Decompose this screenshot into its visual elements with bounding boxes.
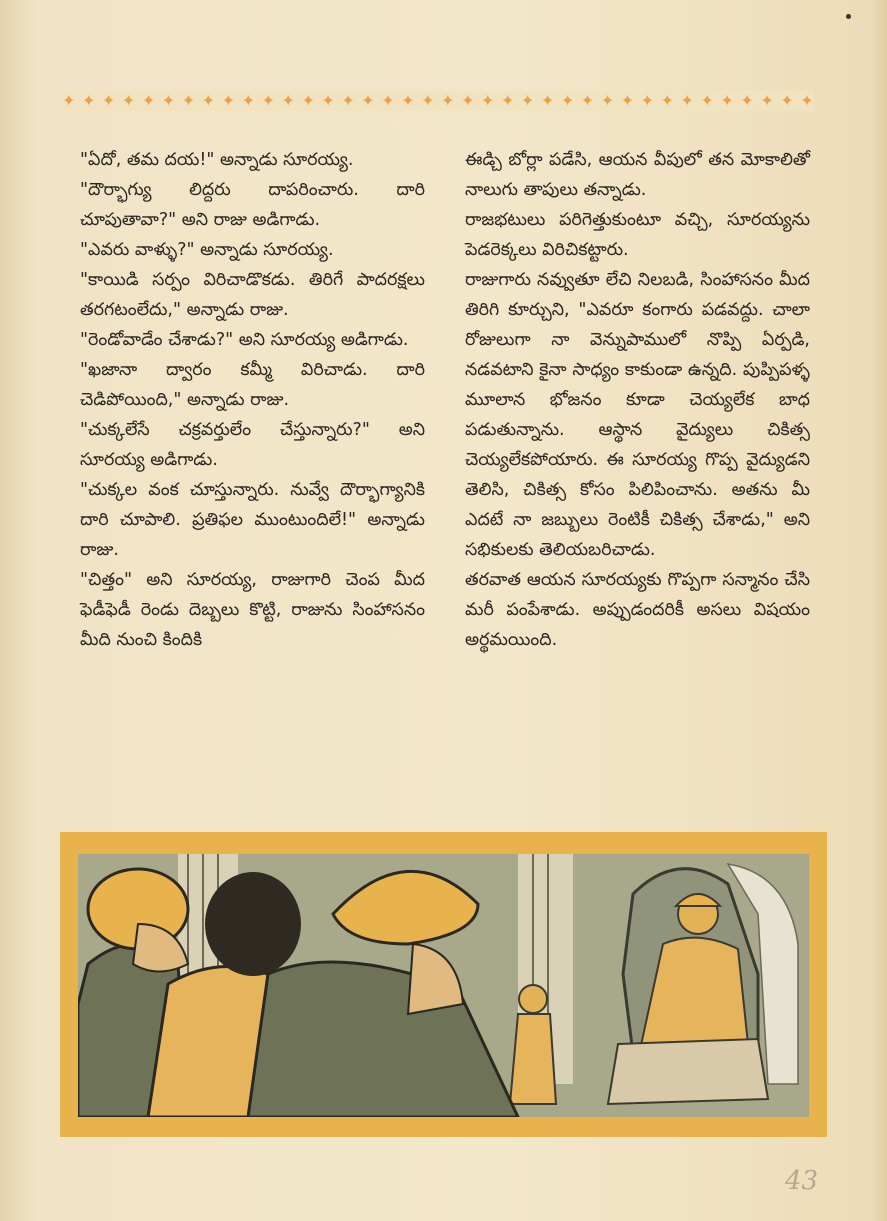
ornament-icon: ✦ (62, 91, 76, 110)
paragraph: "చుక్కల వంక చూస్తున్నారు. నువ్వే దౌర్భాగ్యానికి దారి చూపాలి. ప్రతిఫల ముంటుందిలే!" అన్నాడు రాజు. (80, 480, 425, 560)
paragraph: "దౌర్భాగ్యు లిద్దరు దాపరించారు. దారి చూపుతావా?" అని రాజు అడిగాడు. (80, 180, 425, 230)
paragraph: "చుక్కలేసే చక్రవర్తులేం చేస్తున్నారు?" అని సూరయ్య అడిగాడు. (80, 420, 425, 470)
story-column-right (465, 145, 810, 655)
paragraph: రాజుగారు నవ్వుతూ లేచి నిలబడి, సింహాసనం మీద తిరిగి కూర్చుని, "ఎవరూ కంగారు పడవద్దు. చాలా రోజులుగా నా వెన్నుపాములో నొప్పి ఏర్పడి, నడవటాని కైనా సాధ్యం కాకుండా ఉన్నది. పుప్పిపళ్ళ మూలాన భోజనం కూడా చెయ్యలేక బాధ పడుతున్నాను. ఆస్థాన వైద్యులు చికిత్స చెయ్యలేకపోయారు. ఈ సూరయ్య గొప్ప వైద్యుడని తెలిసి, చికిత్స కోసం పిలిపించాను. అతను మీ ఎదటే నా జబ్బులు రెంటికీ చికిత్స చేశాడు," అని సభికులకు తెలియబరిచాడు. (465, 270, 810, 560)
paragraph: "రెండోవాడేం చేశాడు?" అని సూరయ్య అడిగాడు. (80, 330, 409, 350)
paragraph: "చిత్తం" అని సూరయ్య, రాజుగారి చెంప మీద ఫెడీఫెడీ రెండు దెబ్బలు కొట్టి, రాజును సింహాసనం మీది నుంచి కిందికి (80, 570, 425, 650)
paragraph: "ఖజానా ద్వారం కమ్మీ విరిచాడు. దారి చెడిపోయింది," అన్నాడు రాజు. (80, 360, 425, 410)
paragraph: రాజభటులు పరిగెత్తుకుంటూ వచ్చి, సూరయ్యను పెడరెక్కలు విరిచికట్టారు. (465, 210, 810, 260)
paragraph: "ఎవరు వాళ్ళు?" అన్నాడు సూరయ్య. (80, 240, 334, 260)
story-column-left (80, 145, 425, 655)
decorative-border: ✦ ✦ ✦ ✦ ✦ ✦ ✦ ✦ ✦ ✦ ✦ ✦ ✦ ✦ ✦ ✦ ✦ ✦ ✦ ✦ ✦ ✦ ✦ ✦ ✦ ✦ ✦ ✦ ✦ ✦ ✦ ✦ ✦ ✦ ✦ ✦ ✦ ✦ (62, 91, 814, 110)
story-illustration (60, 832, 827, 1137)
paragraph: ఈడ్చి బోర్లా పడేసి, ఆయన వీపులో తన మోకాలితో నాలుగు తాపులు తన్నాడు. (465, 150, 810, 200)
paragraph: "కాయిడి సర్పం విరిచాడొకడు. తిరిగే పాదరక్షలు తరగటంలేదు," అన్నాడు రాజు. (80, 270, 425, 320)
print-dot (846, 14, 851, 19)
paragraph: తరవాత ఆయన సూరయ్యకు గొప్పగా సన్మానం చేసి మరీ పంపేశాడు. అప్పుడందరికీ అసలు విషయం అర్థమయింది. (465, 570, 810, 650)
court-scene-illustration (78, 854, 809, 1117)
paragraph: "ఏదో, తమ దయ!" అన్నాడు సూరయ్య. (80, 150, 354, 170)
page-number: 43 (785, 1166, 819, 1196)
